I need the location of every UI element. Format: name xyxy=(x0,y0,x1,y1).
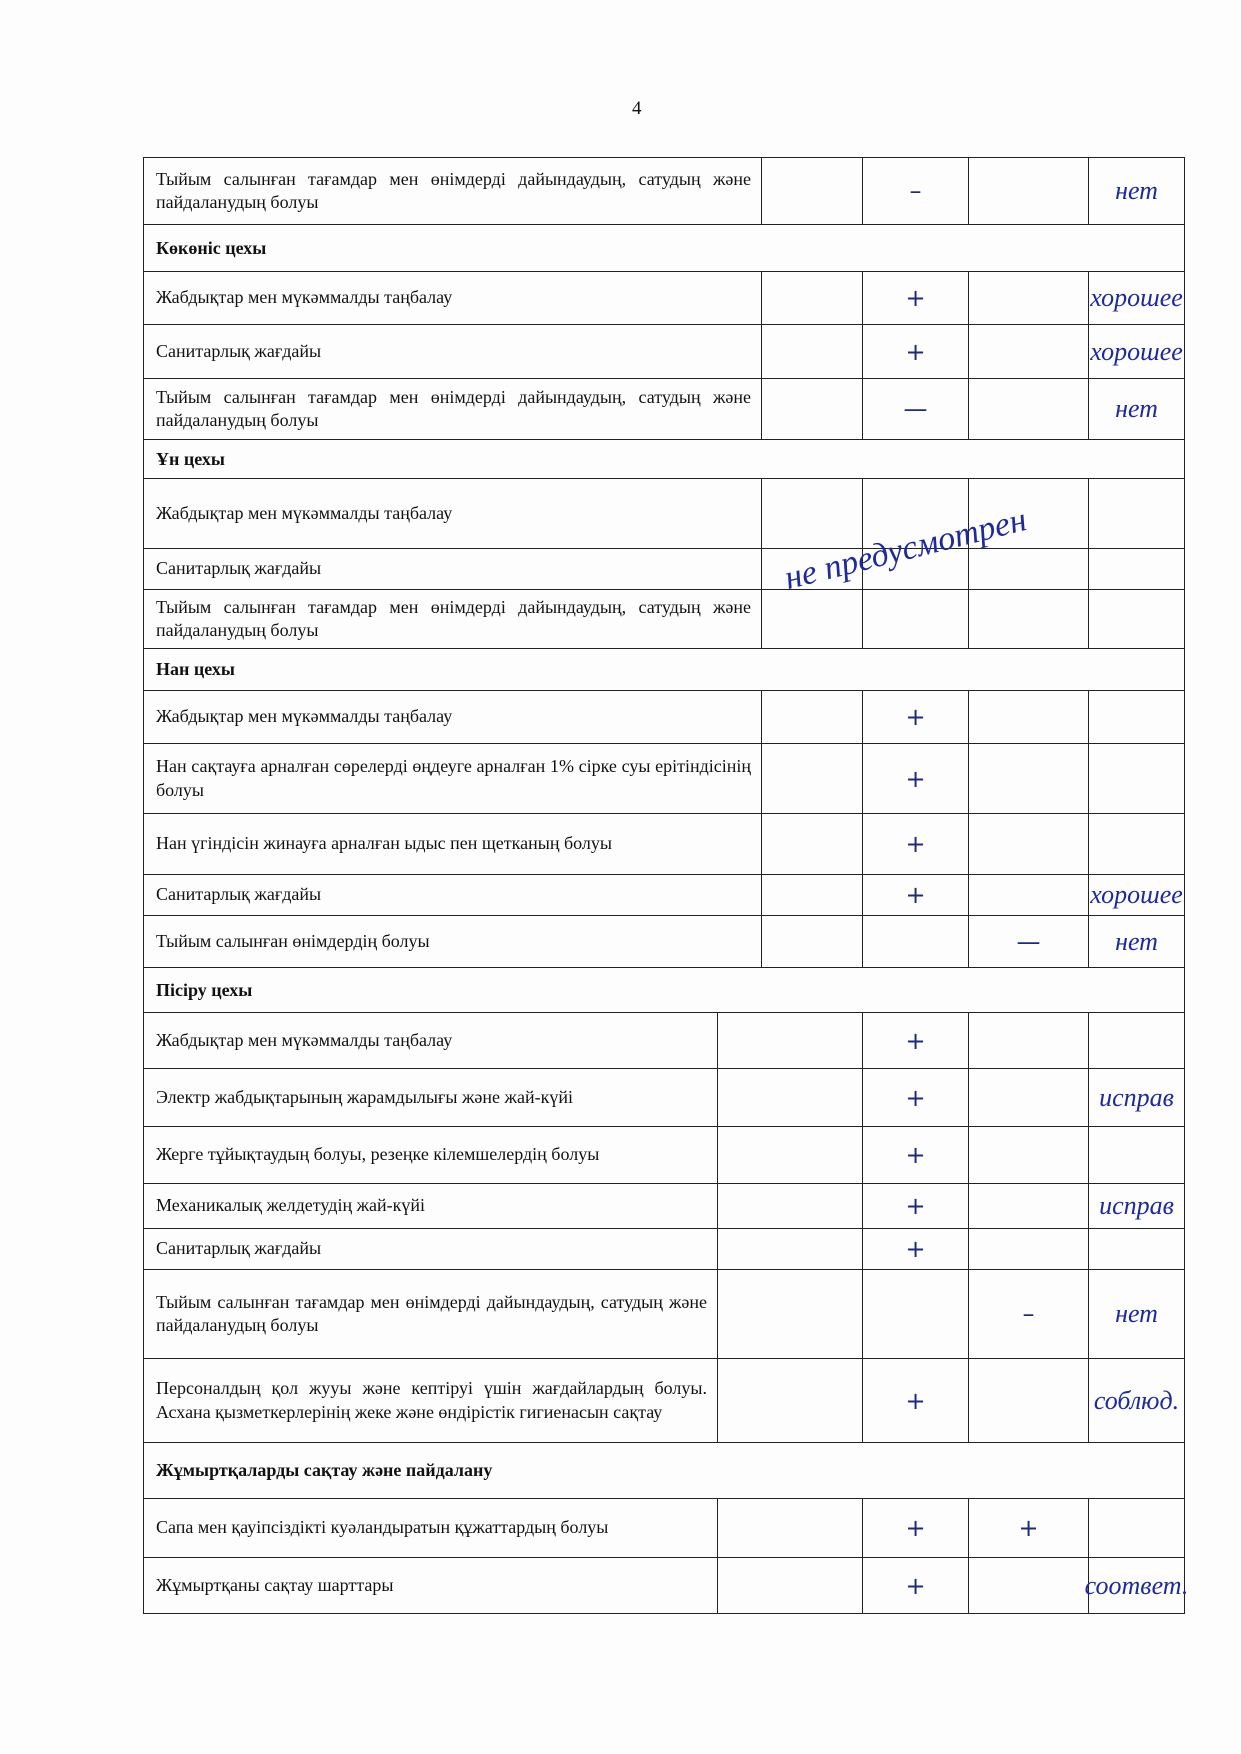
criterion-text: Персоналдың қол жууы және кептіруі үшін жағдайлардың болуы. Асхана қызметкерлерінің жеке және өндірістік гигиенасын сақтау xyxy=(156,1378,707,1422)
column-4-mark xyxy=(968,1270,1088,1358)
column-2-cell xyxy=(717,1558,862,1613)
inspection-table xyxy=(143,157,1189,1614)
remark-cell xyxy=(1088,1270,1184,1358)
remark-cell xyxy=(1088,325,1184,378)
column-3-mark xyxy=(862,1499,968,1557)
column-3-mark xyxy=(862,744,968,813)
column-4-mark xyxy=(968,1359,1088,1442)
column-2-cell xyxy=(717,1270,862,1358)
table-row xyxy=(144,324,1184,378)
remark-cell xyxy=(1088,549,1184,589)
section-title: Пісіру цехы xyxy=(156,979,253,1000)
criterion-text: Санитарлық жағдайы xyxy=(156,884,322,905)
remark-cell xyxy=(1088,814,1184,874)
column-2-cell xyxy=(717,1127,862,1183)
section-title: Көкөніс цехы xyxy=(156,237,267,258)
handwritten-mark: + xyxy=(905,1083,926,1112)
handwritten-mark: + xyxy=(905,703,926,731)
column-4-mark xyxy=(968,590,1088,648)
criterion-text: Тыйым салынған тағамдар мен өнімдерді дайындаудың, сатудың және пайдаланудың болуы xyxy=(156,1291,707,1335)
column-4-mark xyxy=(968,1499,1088,1557)
column-3-mark xyxy=(862,325,968,378)
table-row xyxy=(144,589,1184,648)
table-row xyxy=(144,1228,1184,1269)
column-2-cell xyxy=(761,272,862,324)
section-title: Нан цехы xyxy=(156,659,235,679)
section-header-row xyxy=(144,648,1184,690)
remark-cell xyxy=(1088,875,1184,915)
column-4-mark xyxy=(968,272,1088,324)
handwritten-mark: + xyxy=(905,337,926,366)
column-4-mark xyxy=(968,875,1088,915)
table-row xyxy=(144,690,1184,743)
remark-cell xyxy=(1088,1013,1184,1068)
handwritten-remark: хорошее xyxy=(1090,880,1183,909)
handwritten-mark: + xyxy=(905,1141,926,1169)
column-3-mark xyxy=(862,1013,968,1068)
remark-cell xyxy=(1088,1229,1184,1269)
handwritten-mark: + xyxy=(905,830,926,858)
table-row xyxy=(144,743,1184,813)
column-2-cell xyxy=(717,1499,862,1557)
handwritten-mark: – xyxy=(909,177,922,205)
section-header-row xyxy=(144,224,1184,271)
remark-cell xyxy=(1088,1499,1184,1557)
page-number: 4 xyxy=(632,98,642,119)
section-title: Ұн цехы xyxy=(156,448,225,469)
table-row xyxy=(144,813,1184,874)
column-2-cell xyxy=(717,1359,862,1442)
criterion-text: Тыйым салынған тағамдар мен өнімдерді дайындаудың, сатудың және пайдаланудың болуы xyxy=(156,168,751,212)
column-4-mark xyxy=(968,1069,1088,1126)
column-3-mark xyxy=(862,916,968,967)
column-4-mark xyxy=(968,1184,1088,1228)
handwritten-remark: хорошее xyxy=(1090,336,1183,366)
table-row xyxy=(144,1183,1184,1228)
handwritten-mark: + xyxy=(1018,1514,1039,1542)
column-3-mark xyxy=(862,1270,968,1358)
remark-cell xyxy=(1088,916,1184,967)
handwritten-mark: + xyxy=(905,1192,926,1220)
remark-cell xyxy=(1088,691,1184,743)
column-2-cell xyxy=(717,1069,862,1126)
column-2-cell xyxy=(761,744,862,813)
column-2-cell xyxy=(761,158,862,224)
handwritten-remark: нет xyxy=(1115,394,1158,423)
remark-cell xyxy=(1088,590,1184,648)
handwritten-mark: + xyxy=(905,1514,926,1542)
column-2-cell xyxy=(761,479,862,548)
column-4-mark xyxy=(968,325,1088,378)
criterion-text: Санитарлық жағдайы xyxy=(156,1238,322,1259)
column-2-cell xyxy=(717,1013,862,1068)
handwritten-remark: соблюд. xyxy=(1093,1385,1180,1415)
column-3-mark xyxy=(862,814,968,874)
handwritten-remark: нет xyxy=(1115,926,1158,956)
column-4-mark xyxy=(968,1013,1088,1068)
section-header-row xyxy=(144,1442,1184,1498)
column-2-cell xyxy=(761,590,862,648)
criterion-text: Санитарлық жағдайы xyxy=(156,340,322,361)
column-3-mark xyxy=(862,691,968,743)
column-2-cell xyxy=(761,814,862,874)
criterion-text: Жерге тұйықтаудың болуы, резеңке кілемшелердің болуы xyxy=(156,1144,600,1165)
column-4-mark xyxy=(968,549,1088,589)
table-row xyxy=(144,271,1184,324)
section-header-row xyxy=(144,967,1184,1012)
criterion-text: Сапа мен қауіпсіздікті куәландыратын құжаттардың болуы xyxy=(156,1517,609,1538)
criterion-text: Санитарлық жағдайы xyxy=(156,558,322,579)
remark-cell xyxy=(1088,744,1184,813)
column-4-mark xyxy=(968,744,1088,813)
handwritten-mark: + xyxy=(905,764,926,793)
table-row xyxy=(144,1012,1184,1068)
column-2-cell xyxy=(761,691,862,743)
column-4-mark xyxy=(968,814,1088,874)
handwritten-mark: + xyxy=(905,1571,926,1600)
criterion-text: Тыйым салынған тағамдар мен өнімдерді дайындаудың, сатудың және пайдаланудың болуы xyxy=(156,386,751,430)
table-row xyxy=(144,1126,1184,1183)
remark-cell xyxy=(1088,158,1184,224)
criterion-text: Нан сақтауға арналған сөрелерді өңдеуге арналған 1% сірке суы ерітіндісінің болуы xyxy=(156,756,751,800)
table-row xyxy=(144,1498,1184,1557)
handwritten-mark: + xyxy=(905,881,926,909)
criterion-text: Жабдықтар мен мүкәммалды таңбалау xyxy=(156,287,453,308)
column-3-mark xyxy=(862,1359,968,1442)
criterion-text: Жабдықтар мен мүкәммалды таңбалау xyxy=(156,502,453,523)
table-row xyxy=(144,915,1184,967)
handwritten-mark: – xyxy=(1022,1300,1035,1328)
column-4-mark xyxy=(968,1558,1088,1613)
table-row xyxy=(144,548,1184,589)
column-2-cell xyxy=(761,325,862,378)
column-3-mark xyxy=(862,1229,968,1269)
handwritten-mark: — xyxy=(903,395,928,423)
remark-cell xyxy=(1088,479,1184,548)
criterion-text: Жабдықтар мен мүкәммалды таңбалау xyxy=(156,706,453,727)
column-3-mark xyxy=(862,272,968,324)
table-row xyxy=(144,157,1184,224)
handwritten-mark: + xyxy=(905,1026,926,1055)
criterion-text: Тыйым салынған өнімдердің болуы xyxy=(156,930,430,951)
handwritten-mark: — xyxy=(1016,927,1041,956)
table-row xyxy=(144,1068,1184,1126)
handwritten-annotation: не предусмотрен xyxy=(780,501,1031,598)
handwritten-mark: + xyxy=(905,284,926,312)
remark-cell xyxy=(1088,1184,1184,1228)
column-4-mark xyxy=(968,1127,1088,1183)
remark-cell xyxy=(1088,1359,1184,1442)
criterion-text: Нан үгіндісін жинауға арналған ыдыс пен щетканың болуы xyxy=(156,833,612,854)
handwritten-remark: нет xyxy=(1115,1299,1158,1328)
column-3-mark xyxy=(862,379,968,439)
handwritten-mark: + xyxy=(905,1235,926,1263)
handwritten-remark: хорошее xyxy=(1090,283,1183,312)
column-4-mark xyxy=(968,916,1088,967)
column-2-cell xyxy=(761,379,862,439)
remark-cell xyxy=(1088,1127,1184,1183)
column-4-mark xyxy=(968,379,1088,439)
remark-cell xyxy=(1084,1558,1189,1613)
remark-cell xyxy=(1088,379,1184,439)
column-3-mark xyxy=(862,875,968,915)
column-3-mark xyxy=(862,158,968,224)
section-header-row xyxy=(144,439,1184,478)
table-row xyxy=(144,1557,1189,1613)
criterion-text: Тыйым салынған тағамдар мен өнімдерді дайындаудың, сатудың және пайдаланудың болуы xyxy=(156,596,751,640)
criterion-text: Механикалық желдетудің жай-күйі xyxy=(156,1195,426,1216)
column-4-mark xyxy=(968,1229,1088,1269)
column-2-cell xyxy=(717,1184,862,1228)
column-2-cell xyxy=(761,875,862,915)
column-4-mark xyxy=(968,691,1088,743)
table-row xyxy=(144,1269,1184,1358)
criterion-text: Электр жабдықтарының жарамдылығы және жай-күйі xyxy=(156,1086,573,1107)
table-row xyxy=(144,1358,1184,1442)
column-4-mark xyxy=(968,158,1088,224)
column-3-mark xyxy=(862,1127,968,1183)
remark-cell xyxy=(1088,272,1184,324)
handwritten-remark: исправ xyxy=(1099,1082,1174,1112)
handwritten-remark: соответ. xyxy=(1084,1570,1189,1600)
handwritten-remark: нет xyxy=(1115,176,1158,205)
column-3-mark xyxy=(862,1558,968,1613)
column-3-mark xyxy=(862,1069,968,1126)
handwritten-remark: исправ xyxy=(1099,1191,1174,1220)
column-3-mark xyxy=(862,590,968,648)
section-title: Жұмыртқаларды сақтау және пайдалану xyxy=(156,1460,493,1480)
column-3-mark xyxy=(862,1184,968,1228)
column-2-cell xyxy=(717,1229,862,1269)
remark-cell xyxy=(1088,1069,1184,1126)
handwritten-mark: + xyxy=(905,1386,926,1415)
criterion-text: Жұмыртқаны сақтау шарттары xyxy=(156,1574,394,1595)
table-row xyxy=(144,874,1184,915)
column-2-cell xyxy=(761,916,862,967)
criterion-text: Жабдықтар мен мүкәммалды таңбалау xyxy=(156,1029,453,1050)
table-row xyxy=(144,378,1184,439)
